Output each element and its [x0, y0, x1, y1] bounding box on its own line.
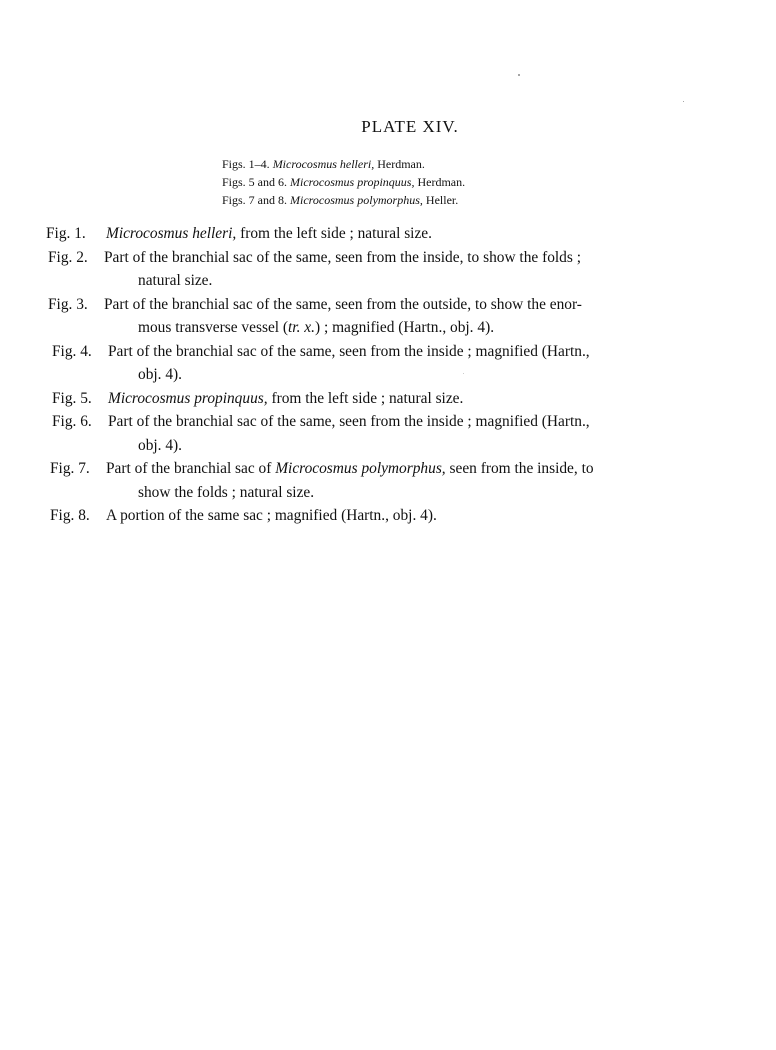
caption-line: [106, 222, 736, 246]
caption-line: [108, 387, 736, 411]
figure-caption-3: [46, 293, 736, 340]
caption-abbrev: tr. x.: [288, 319, 315, 336]
figure-caption-1: [46, 222, 736, 246]
caption-text: from the left side ; natural size.: [236, 225, 432, 242]
figure-captions: [46, 222, 736, 528]
legend-figs: Figs. 1–4.: [222, 157, 270, 171]
figure-label: Fig. 2.: [48, 248, 88, 266]
legend-row: [222, 155, 465, 173]
legend-author: Heller.: [425, 193, 459, 207]
legend-species: Microcosmus polymorphus,: [290, 193, 423, 207]
caption-line: A portion of the same sac ; magnified (Hartn., obj. 4).: [106, 507, 437, 524]
caption-continuation: show the folds ; natural size.: [138, 483, 315, 501]
caption-line: Part of the branchial sac of the same, seen from the outside, to show the enor-: [104, 295, 582, 313]
caption-species: Microcosmus helleri,: [106, 225, 237, 242]
figure-caption-4: [46, 340, 736, 387]
figure-label: Fig. 4.: [52, 342, 92, 360]
legend-author: Herdman.: [377, 157, 425, 171]
legend-species: Microcosmus helleri,: [272, 157, 375, 171]
figure-caption-8: [46, 504, 736, 528]
page-speck: [683, 101, 684, 102]
figure-caption-5: [46, 387, 736, 411]
figure-caption-7: [46, 457, 736, 504]
legend-figs: Figs. 5 and 6.: [222, 175, 288, 189]
caption-continuation: [138, 316, 736, 340]
caption-text: from the left side ; natural size.: [267, 389, 464, 407]
caption-line: Part of the branchial sac of the same, seen from the inside, to show the folds ;: [104, 248, 581, 266]
caption-continuation: obj. 4).: [138, 436, 183, 454]
caption-line: Part of the branchial sac of the same, seen from the inside ; magnified (Hartn.,: [108, 413, 590, 430]
legend-species: Microcosmus propinquus,: [290, 175, 415, 189]
caption-species: Microcosmus polymorphus,: [275, 460, 446, 477]
figure-label: Fig. 5.: [52, 389, 92, 407]
page-speck: [518, 74, 520, 76]
caption-species: Microcosmus propinquus,: [108, 389, 268, 407]
species-legend: [222, 155, 465, 209]
legend-figs: Figs. 7 and 8.: [222, 193, 288, 207]
figure-label: Fig. 3.: [48, 295, 88, 313]
figure-label: Fig. 6.: [52, 413, 92, 430]
figure-label: Fig. 7.: [50, 460, 90, 477]
legend-author: Herdman.: [417, 175, 466, 189]
legend-row: [222, 173, 465, 191]
caption-line: Part of the branchial sac of the same, seen from the inside ; magnified (Hartn.,: [108, 342, 590, 360]
caption-text: Part of the branchial sac of: [106, 460, 276, 477]
caption-continuation: obj. 4).: [138, 366, 183, 383]
figure-label: Fig. 1.: [46, 225, 86, 242]
figure-caption-2: [46, 246, 736, 293]
caption-line: [106, 457, 736, 481]
caption-text: ) ; magnified (Hartn., obj. 4).: [314, 319, 495, 336]
legend-row: [222, 191, 465, 209]
figure-caption-6: [46, 410, 736, 457]
caption-text: seen from the inside, to: [445, 460, 594, 477]
plate-title: PLATE XIV.: [361, 117, 459, 136]
caption-continuation: natural size.: [138, 272, 213, 289]
figure-label: Fig. 8.: [50, 507, 90, 524]
caption-text: mous transverse vessel (: [138, 319, 289, 336]
